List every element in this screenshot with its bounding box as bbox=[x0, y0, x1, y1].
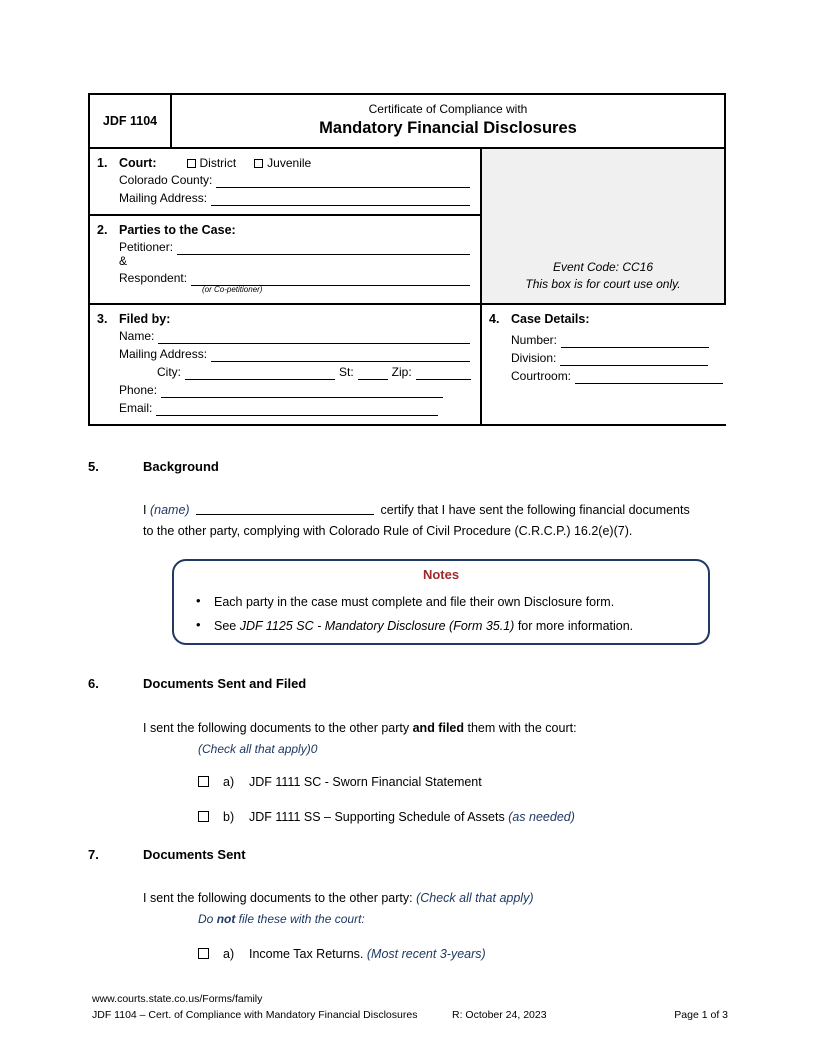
certification-name-hint: (name) bbox=[149, 503, 190, 517]
co-petitioner-note: (or Co-petitioner) bbox=[202, 285, 263, 294]
section-7-intro-note: (Check all that apply) bbox=[416, 891, 534, 905]
field-st-label: St: bbox=[339, 365, 354, 379]
field-petitioner-input[interactable] bbox=[177, 241, 470, 255]
field-filer-mailing-address bbox=[97, 347, 470, 362]
caption-table bbox=[88, 93, 726, 426]
checkbox-income-tax-returns[interactable] bbox=[198, 948, 209, 959]
section-6-intro-part1: I sent the following documents to the other party bbox=[143, 721, 413, 735]
field-case-number bbox=[489, 333, 723, 348]
footer-row bbox=[92, 1008, 728, 1023]
section-6-documents-sent-and-filed bbox=[88, 676, 728, 691]
notes-title: Notes bbox=[422, 567, 460, 582]
checkbox-district-box[interactable] bbox=[187, 159, 196, 168]
field-phone-input[interactable] bbox=[161, 384, 443, 398]
field-email-input[interactable] bbox=[156, 402, 438, 416]
section-6-item-b[interactable] bbox=[88, 808, 728, 826]
field-phone bbox=[97, 383, 470, 398]
checkbox-juvenile-box[interactable] bbox=[254, 159, 263, 168]
section-6-check-note: (Check all that apply)0 bbox=[198, 742, 318, 756]
section-6-intro-part2: them with the court: bbox=[464, 721, 577, 735]
form-title-row bbox=[90, 95, 724, 149]
section-5-background bbox=[88, 459, 728, 474]
caption-mid-row bbox=[90, 149, 724, 305]
section-7-intro-text: I sent the following documents to the other party: bbox=[143, 891, 417, 905]
section-7-subnote bbox=[88, 909, 728, 929]
field-respondent-input[interactable] bbox=[191, 272, 470, 286]
section-1-header bbox=[97, 156, 470, 170]
field-division-input[interactable] bbox=[560, 352, 708, 366]
notes-item-text: Each party in the case must complete and file their own Disclosure form. bbox=[214, 595, 615, 609]
section-7-item-a-text: Income Tax Returns. bbox=[249, 947, 367, 961]
field-case-number-input[interactable] bbox=[561, 334, 709, 348]
field-courtroom-label: Courtroom: bbox=[511, 369, 572, 383]
certification-line-2: to the other party, complying with Colorado Rule of Civil Procedure (C.R.C.P.) 16.2(e)(7). bbox=[143, 524, 633, 538]
certification-name-input[interactable] bbox=[196, 502, 374, 515]
section-6-header bbox=[88, 676, 728, 691]
field-zip-input[interactable] bbox=[416, 366, 471, 380]
field-division-label: Division: bbox=[511, 351, 557, 365]
section-7-subnote-part2: file these with the court: bbox=[235, 912, 365, 926]
section-3-header bbox=[97, 312, 470, 326]
section-2-number: 2. bbox=[97, 223, 108, 237]
field-zip-label: Zip: bbox=[391, 365, 412, 379]
field-colorado-county bbox=[97, 173, 470, 188]
certification-i: I bbox=[143, 503, 147, 517]
field-name-input[interactable] bbox=[158, 330, 470, 344]
section-6-item-a-label: JDF 1111 SC - Sworn Financial Statement bbox=[249, 775, 482, 789]
page-footer bbox=[92, 992, 728, 1023]
section-1-number: 1. bbox=[97, 156, 108, 170]
section-3-filed-by bbox=[90, 305, 480, 424]
form-title-cell bbox=[172, 95, 724, 147]
form-title-line1: Certificate of Compliance with bbox=[368, 102, 528, 116]
field-phone-label: Phone: bbox=[119, 383, 158, 397]
footer-form-line: JDF 1104 – Cert. of Compliance with Mandatory Financial Disclosures bbox=[92, 1009, 418, 1021]
notes-list bbox=[174, 590, 708, 638]
section-2-parties bbox=[90, 216, 480, 303]
section-7-subnote-bold: not bbox=[216, 912, 236, 926]
checkbox-jdf-1111-sc[interactable] bbox=[198, 776, 209, 787]
section-3-number: 3. bbox=[97, 312, 108, 326]
checkbox-jdf-1111-ss[interactable] bbox=[198, 811, 209, 822]
section-6-intro-bold: and filed bbox=[412, 721, 465, 735]
field-colorado-county-input[interactable] bbox=[216, 174, 470, 188]
section-1-title: Court: bbox=[119, 156, 157, 170]
section-7-number: 7. bbox=[88, 847, 99, 862]
event-code: Event Code: CC16 bbox=[552, 260, 654, 274]
notes-item-text-italic: JDF 1125 SC - Mandatory Disclosure (Form 35.1) bbox=[239, 619, 515, 633]
notes-item-text-before: See bbox=[214, 619, 240, 633]
section-6-number: 6. bbox=[88, 676, 99, 691]
field-courtroom bbox=[489, 369, 723, 384]
checkbox-district-label: District bbox=[199, 156, 237, 170]
section-7-intro bbox=[88, 888, 728, 909]
section-7-documents-sent bbox=[88, 847, 728, 862]
checkbox-district[interactable] bbox=[187, 156, 237, 170]
field-city-input[interactable] bbox=[185, 366, 335, 380]
field-city-label: City: bbox=[157, 365, 181, 379]
field-respondent-label: Respondent: bbox=[119, 271, 188, 285]
certification-line-1 bbox=[88, 500, 728, 521]
section-6-item-b-italic: (as needed) bbox=[508, 810, 575, 824]
section-7-title: Documents Sent bbox=[143, 847, 246, 862]
caption-bottom-row bbox=[90, 305, 724, 424]
section-4-title: Case Details: bbox=[511, 312, 590, 326]
field-case-number-label: Number: bbox=[511, 333, 558, 347]
footer-url: www.courts.state.co.us/Forms/family bbox=[92, 993, 263, 1005]
section-5-number: 5. bbox=[88, 459, 99, 474]
section-7-item-a[interactable] bbox=[88, 945, 728, 963]
section-4-case-details bbox=[482, 305, 733, 392]
field-filer-mailing-address-label: Mailing Address: bbox=[119, 347, 208, 361]
section-3-title: Filed by: bbox=[119, 312, 171, 326]
section-6-item-b-text: JDF 1111 SS – Supporting Schedule of Assets bbox=[249, 810, 509, 824]
form-number: JDF 1104 bbox=[90, 95, 172, 147]
field-court-mailing-address-label: Mailing Address: bbox=[119, 191, 208, 205]
field-st-input[interactable] bbox=[358, 366, 388, 380]
section-4-number: 4. bbox=[489, 312, 500, 326]
section-7-subnote-part1: Do bbox=[198, 912, 217, 926]
field-petitioner bbox=[97, 240, 470, 255]
section-6-item-b-letter: b) bbox=[223, 810, 235, 824]
section-2-header bbox=[97, 223, 470, 237]
section-6-intro bbox=[88, 718, 728, 739]
caption-bottom-right bbox=[482, 305, 733, 424]
field-court-mailing-address-input[interactable] bbox=[211, 192, 470, 206]
section-6-title: Documents Sent and Filed bbox=[143, 676, 307, 691]
parties-ampersand: & bbox=[119, 254, 128, 268]
certification-after: certify that I have sent the following financial documents bbox=[380, 503, 690, 517]
caption-bottom-left bbox=[90, 305, 482, 424]
footer-revision: R: October 24, 2023 bbox=[452, 1009, 547, 1021]
court-use-notice: This box is for court use only. bbox=[525, 277, 681, 291]
section-7-item-a-italic: (Most recent 3-years) bbox=[366, 947, 486, 961]
court-use-text bbox=[482, 259, 724, 293]
court-use-box bbox=[482, 149, 724, 303]
section-4-header bbox=[489, 312, 723, 326]
section-1-court bbox=[90, 149, 480, 216]
field-petitioner-label: Petitioner: bbox=[119, 240, 174, 254]
notes-item bbox=[214, 590, 698, 614]
section-5-body bbox=[88, 500, 728, 542]
field-email-label: Email: bbox=[119, 401, 153, 415]
field-city-st-zip bbox=[97, 365, 470, 380]
field-email bbox=[97, 401, 470, 416]
notes-box bbox=[172, 559, 710, 645]
caption-left-column bbox=[90, 149, 482, 303]
field-colorado-county-label: Colorado County: bbox=[119, 173, 213, 187]
field-courtroom-input[interactable] bbox=[575, 370, 723, 384]
section-5-title: Background bbox=[143, 459, 219, 474]
notes-item-text-after: for more information. bbox=[514, 619, 634, 633]
form-title-line2: Mandatory Financial Disclosures bbox=[319, 119, 577, 137]
checkbox-juvenile-label: Juvenile bbox=[267, 156, 312, 170]
field-filer-mailing-address-input[interactable] bbox=[211, 348, 470, 362]
checkbox-juvenile[interactable] bbox=[254, 156, 311, 170]
section-5-header bbox=[88, 459, 728, 474]
section-6-item-a[interactable] bbox=[88, 773, 728, 791]
section-7-item-a-letter: a) bbox=[223, 947, 235, 961]
field-name bbox=[97, 329, 470, 344]
section-7-body bbox=[88, 888, 728, 963]
section-2-title: Parties to the Case: bbox=[119, 223, 236, 237]
field-name-label: Name: bbox=[119, 329, 155, 343]
section-6-item-a-letter: a) bbox=[223, 775, 235, 789]
section-7-item-a-label bbox=[249, 945, 486, 963]
footer-page-number: Page 1 of 3 bbox=[674, 1009, 728, 1021]
notes-item bbox=[214, 614, 698, 638]
field-division bbox=[489, 351, 723, 366]
field-respondent bbox=[97, 271, 470, 286]
section-7-header bbox=[88, 847, 728, 862]
section-6-body bbox=[88, 718, 728, 826]
section-6-item-b-label bbox=[249, 808, 575, 826]
field-court-mailing-address bbox=[97, 191, 470, 206]
